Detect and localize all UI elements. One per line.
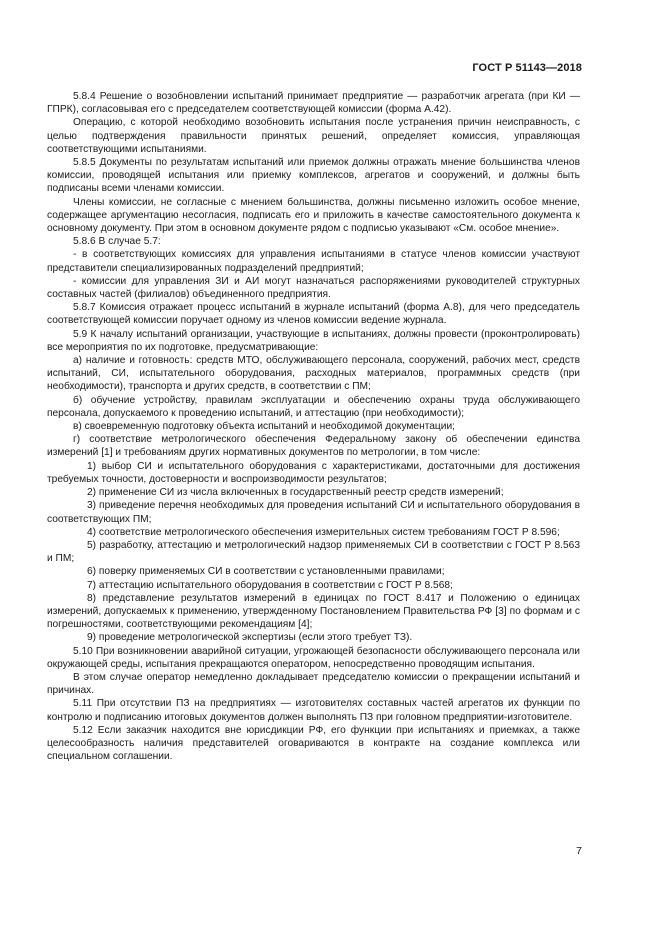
paragraph: 5.8.4 Решение о возобновлении испытаний принимает предприятие — разработчик агрегата (при КИ — ГПРК), согласовывая его с председателем соответствующей комиссии (форма А.42).: [47, 91, 580, 116]
list-item: 1) выбор СИ и испытательного оборудования с характеристиками, достаточными для достижения требуемых точности, достоверности и воспроизводимости результатов;: [47, 460, 580, 485]
page-number: 7: [576, 845, 582, 857]
list-item: 8) представление результатов измерений в единицах по ГОСТ 8.417 и Положению о единицах измерений, допускаемых к применению, утвержденному Постановлением Правительства РФ [3] по формам и с погрешностями, соответствующими рекомендациям [4];: [47, 592, 580, 631]
list-item: 9) проведение метрологической экспертизы (если этого требует ТЗ).: [87, 632, 413, 644]
document-body: [47, 90, 580, 763]
document-header: ГОСТ Р 51143—2018: [472, 62, 582, 74]
paragraph: Члены комиссии, не согласные с мнением большинства, должны письменно изложить особое мнение, содержащее аргументацию несогласия, подписать его и приложить в качестве самостоятельного документа к основному документу. При этом в основном документе рядом с подписью указывают «См. особое мнение».: [47, 196, 580, 235]
list-item: 7) аттестацию испытательного оборудования в соответствии с ГОСТ Р 8.568;: [87, 579, 453, 591]
list-item: а) наличие и готовность: средств МТО, обслуживающего персонала, сооружений, рабочих мест, средств испытаний, СИ, испытательного оборудования, расходных материалов, программных средств (при необходимости), транспорта и других средств, в соответствии с ПМ;: [47, 355, 580, 393]
list-item: г) соответствие метрологического обеспечения Федеральному закону об обеспечении единства измерений [1] и требованиям других нормативных документов по метрологии, в том числе:: [47, 434, 580, 459]
list-item: - в соответствующих комиссиях для управления испытаниями в статусе членов комиссии участвуют представители специализированных подразделений предприятий;: [47, 249, 580, 274]
list-item: - комиссии для управления ЗИ и АИ могут назначаться распоряжениями руководителей структурных составных частей (филиалов) объединенного предприятия.: [47, 275, 580, 301]
list-item: 6) поверку применяемых СИ в соответствии с установленными правилами;: [87, 566, 445, 578]
list-item: в) своевременную подготовку объекта испытаний и необходимой документации;: [73, 421, 455, 433]
paragraph: Операцию, с которой необходимо возобновить испытания после устранения причин неисправность, с целью подтверждения правильности принятых решений, определяет комиссия, управляющая соответствующими испытаниями.: [47, 117, 580, 155]
list-item: 3) приведение перечня необходимых для проведения испытаний СИ и испытательного оборудования в соответствующих ПМ;: [47, 500, 580, 525]
paragraph: 5.9 К началу испытаний организации, участвующие в испытаниях, должны провести (проконтролировать) все мероприятия по их подготовке, предусматривающие:: [47, 328, 580, 353]
paragraph: 5.11 При отсутствии ПЗ на предприятиях — изготовителях составных частей агрегатов их функции по контролю и подписанию итоговых документов должен выполнять ПЗ при головном предприятии-изготовителе.: [47, 698, 580, 723]
paragraph: 5.10 При возникновении аварийной ситуации, угрожающей безопасности обслуживающего персонала или окружающей среды, испытания прекращаются оператором, непосредственно проводящим испытания.: [47, 645, 580, 670]
list-item: 4) соответствие метрологического обеспечения измерительных систем требованиям ГОСТ Р 8.596;: [87, 526, 560, 538]
list-item: 2) применение СИ из числа включенных в государственный реестр средств измерений;: [87, 487, 504, 499]
paragraph: 5.12 Если заказчик находится вне юрисдикции РФ, его функции при испытаниях и приемках, а также целесообразность наличия представителей оговариваются в контракте на создание комплекса или специальном соглашении.: [47, 724, 580, 763]
paragraph: 5.8.7 Комиссия отражает процесс испытаний в журнале испытаний (форма А.8), для чего председатель соответствующей комиссии поручает одному из членов комиссии ведение журнала.: [47, 302, 580, 327]
paragraph: В этом случае оператор немедленно докладывает председателю комиссии о прекращении испытаний и причинах.: [47, 671, 580, 697]
list-item: б) обучение устройству, правилам эксплуатации и обеспечению охраны труда обслуживающего персонала, допускаемого к проведению испытаний, и аттестацию (при необходимости);: [47, 394, 580, 419]
list-item: 5) разработку, аттестацию и метрологический надзор применяемых СИ в соответствии с ГОСТ Р 8.563 и ПМ;: [47, 539, 580, 565]
paragraph: 5.8.6 В случае 5.7:: [73, 236, 161, 248]
paragraph: 5.8.5 Документы по результатам испытаний или приемок должны отражать мнение большинства членов комиссии, проводящей испытания или приемку комплексов, агрегатов и сооружений, и должны быть подписаны всеми членами комиссии.: [47, 157, 580, 195]
